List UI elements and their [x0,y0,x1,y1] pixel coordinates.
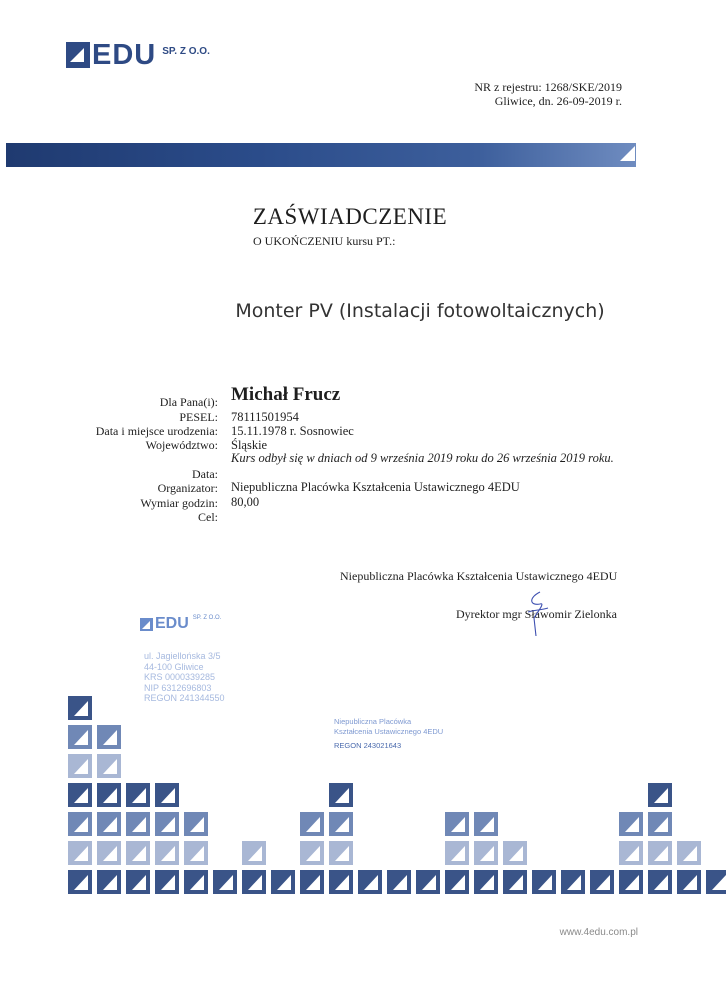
decorative-4-block-icon [213,870,237,894]
stamp-suffix: SP. Z O.O. [192,615,222,621]
decorative-4-block-icon [387,870,411,894]
logo-word: EDU [92,39,157,71]
website-url: www.4edu.com.pl [559,927,638,938]
birth-label: Data i miejsce urodzenia: [95,424,218,438]
stamp-brand: EDU [155,615,189,632]
decorative-4-block-icon [68,841,92,865]
decorative-4-block-icon [619,870,643,894]
name-label: Dla Pana(i): [159,395,218,409]
decorative-4-block-icon [474,870,498,894]
decorative-4-block-icon [532,870,556,894]
pesel-label: PESEL: [179,410,218,424]
institution-stamp-regon: REGON 243021643 [334,741,402,750]
decorative-4-block-icon [68,812,92,836]
decorative-4-block-icon [648,812,672,836]
decorative-4-block-icon [68,783,92,807]
decorative-4-block-icon [300,841,324,865]
decorative-4-block-icon [300,812,324,836]
decorative-4-block-icon [68,696,92,720]
decorative-4-block-icon [677,841,701,865]
organizer-label: Organizator: [157,481,218,495]
decorative-4-block-icon [68,725,92,749]
stamp-nip: NIP 6312696803 [144,682,212,693]
decorative-4-block-icon [155,812,179,836]
decorative-4-block-icon [126,841,150,865]
institution-signature-line: Niepubliczna Placówka Kształcenia Ustawicznego 4EDU [340,569,618,583]
decorative-4-block-icon [677,870,701,894]
decorative-4-block-icon [329,812,353,836]
decorative-4-block-icon [329,870,353,894]
decorative-4-block-icon [155,870,179,894]
decorative-4-block-icon [155,841,179,865]
decorative-4-block-icon [561,870,585,894]
decorative-4-block-icon [68,754,92,778]
decorative-4-block-icon [503,870,527,894]
certificate-subtitle: O UKOŃCZENIU kursu PT.: [253,234,396,248]
decorative-4-block-icon [619,812,643,836]
decorative-4-block-icon [184,841,208,865]
decorative-4-block-icon [271,870,295,894]
decorative-4-block-icon [445,870,469,894]
logo-suffix: SP. Z O.O. [162,46,210,57]
registry-number: NR z rejestru: 1268/SKE/2019 [474,80,622,94]
decorative-4-block-icon [590,870,614,894]
decorative-4-block-icon [503,841,527,865]
decorative-4-block-icon [184,870,208,894]
date-label: Data: [192,467,218,481]
organizer-value: Niepubliczna Placówka Kształcenia Ustawicznego 4EDU [231,480,520,494]
decorative-4-block-icon [126,870,150,894]
decorative-4-block-icon [329,841,353,865]
stamp-city: 44-100 Gliwice [144,661,204,672]
decorative-4-block-icon [97,870,121,894]
decorative-4-block-icon [97,725,121,749]
date-value: Kurs odbył się w dniach od 9 września 2019 roku do 26 września 2019 roku. [231,451,614,465]
decorative-4-block-icon [648,870,672,894]
institution-stamp-line1: Niepubliczna Placówka [334,717,412,726]
decorative-4-block-icon [474,841,498,865]
decorative-4-block-icon [619,841,643,865]
decorative-4-block-icon [242,841,266,865]
voivodeship-value: Śląskie [231,438,268,452]
decorative-4-block-icon [358,870,382,894]
decorative-4-block-icon [445,812,469,836]
pesel-value: 78111501954 [231,410,299,424]
decorative-4-block-icon [184,812,208,836]
goal-label: Cel: [198,510,218,524]
certificate-title: ZAŚWIADCZENIE [252,204,448,229]
hours-value: 80,00 [231,495,260,509]
course-name: Monter PV (Instalacji fotowoltaicznych) [235,300,605,322]
place-date: Gliwice, dn. 26-09-2019 r. [494,94,622,108]
decorative-4-block-icon [97,754,121,778]
decorative-4-block-icon [97,812,121,836]
director-signature-line: Dyrektor mgr Sławomir Zielonka [456,607,617,621]
hours-label: Wymiar godzin: [140,496,218,510]
decorative-4-block-icon [155,783,179,807]
decorative-4-block-icon [68,870,92,894]
decorative-4-block-icon [97,783,121,807]
institution-stamp-line2: Kształcenia Ustawicznego 4EDU [334,727,444,736]
decorative-4-block-icon [474,812,498,836]
decorative-4-block-icon [416,870,440,894]
decorative-4-block-icon [706,870,726,894]
decorative-4-block-icon [126,783,150,807]
decorative-4-block-icon [300,870,324,894]
decorative-4-block-icon [648,841,672,865]
decorative-4-block-icon [97,841,121,865]
recipient-name: Michał Frucz [231,384,341,405]
decorative-4-block-icon [126,812,150,836]
birth-value: 15.11.1978 r. Sosnowiec [231,424,354,438]
decorative-4-block-icon [648,783,672,807]
stamp-regon: REGON 241344550 [144,693,225,703]
decorative-4-block-icon [445,841,469,865]
voivodeship-label: Województwo: [145,438,218,452]
decorative-4-block-icon [242,870,266,894]
stamp-krs: KRS 0000339285 [144,672,216,682]
decorative-4-block-icon [329,783,353,807]
stamp-street: ul. Jagiellońska 3/5 [144,651,221,661]
